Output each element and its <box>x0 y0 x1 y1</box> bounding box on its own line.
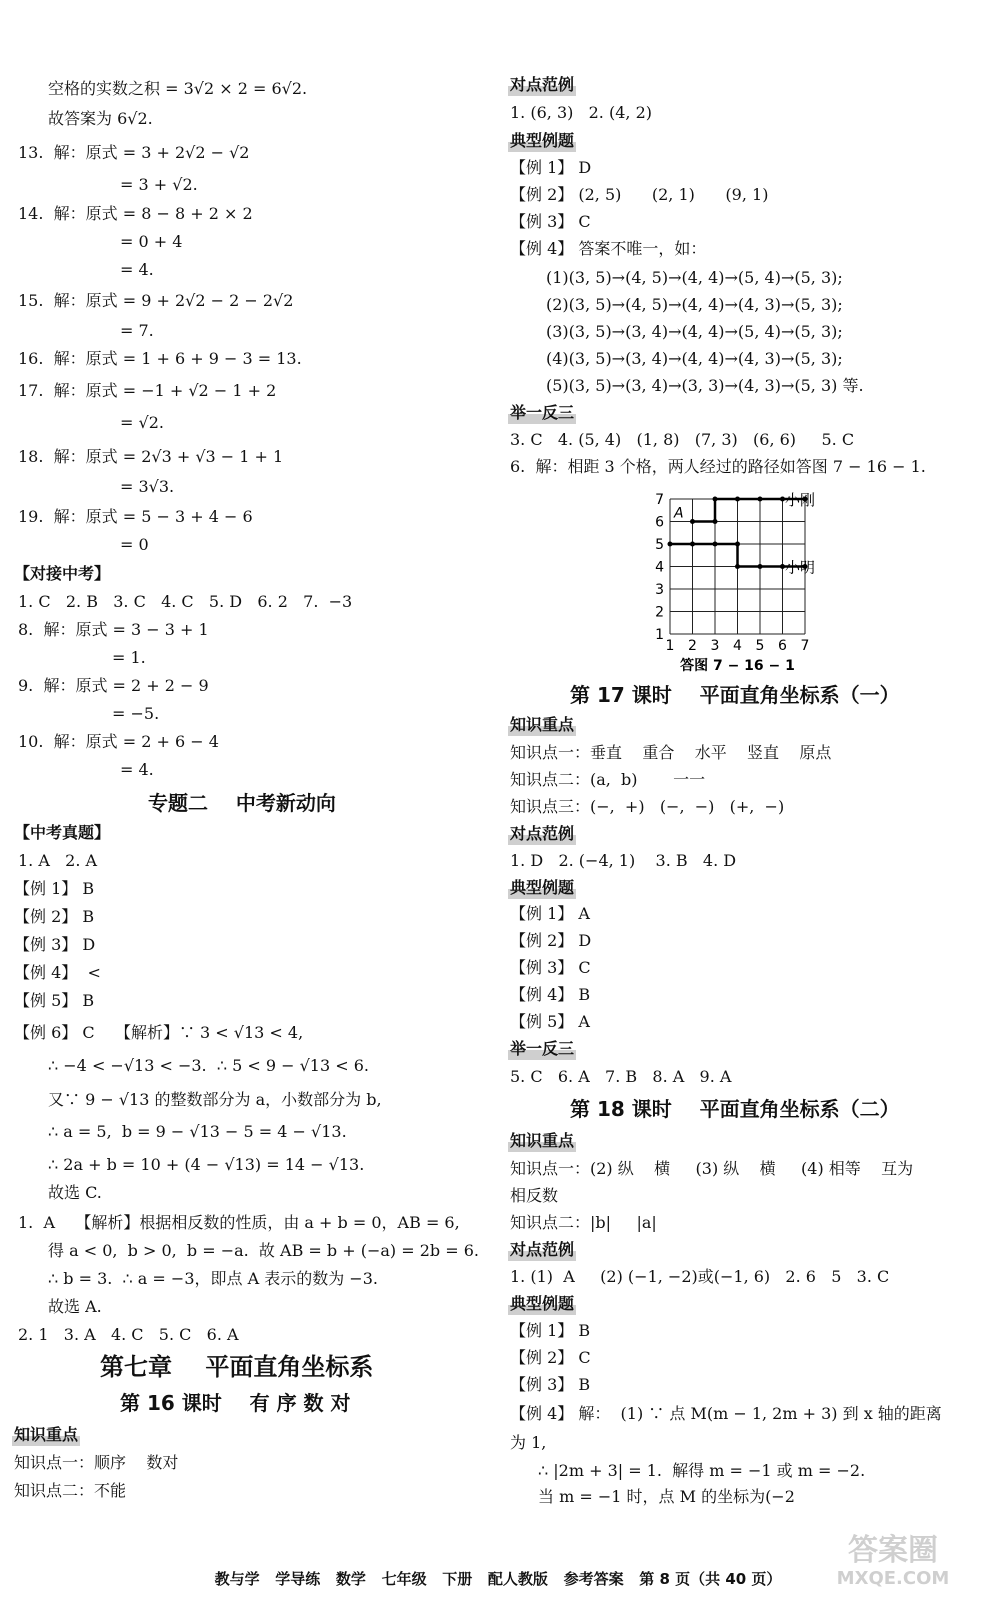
text-line: = 7. <box>120 321 154 340</box>
text-line: 【例 4】 < <box>14 963 101 982</box>
section-header: 典型例题 <box>510 131 575 150</box>
text-line: 1. D 2. (−4, 1) 3. B 4. D <box>510 851 737 870</box>
text-line: 知识点三：(−, +) (−, −) (+, −) <box>510 797 785 816</box>
section-header: 典型例题 <box>510 878 575 897</box>
figure-caption: 答图 7 − 16 − 1 <box>680 658 795 674</box>
y-tick-label: 5 <box>655 537 664 553</box>
text-line: 17. 解：原式 = −1 + √2 − 1 + 2 <box>18 381 277 400</box>
watermark-logo-url: MXQE.COM <box>836 1568 950 1589</box>
y-tick-label: 3 <box>655 582 664 598</box>
text-line: (3)(3, 5)→(3, 4)→(4, 4)→(5, 4)→(5, 3); <box>546 322 843 341</box>
text-line: 1. (1) A (2) (−1, −2)或(−1, 6) 2. 6 5 3. C <box>510 1267 890 1286</box>
text-line: 1. C 2. B 3. C 4. C 5. D 6. 2 7. −3 <box>18 592 353 611</box>
text-line: = 1. <box>112 648 146 667</box>
text-line: 得 a < 0, b > 0, b = −a. 故 AB = b + (−a) = 2b = 6. <box>48 1241 479 1260</box>
path-point <box>713 519 718 524</box>
text-line: 故选 A. <box>48 1297 102 1316</box>
text-line: 故答案为 6√2. <box>48 109 153 128</box>
x-tick-label: 4 <box>733 638 742 654</box>
series-label-xiaogang: 小刚 <box>785 491 816 509</box>
text-line: 【例 3】 C <box>510 212 591 231</box>
text-line: ∴ 2a + b = 10 + (4 − √13) = 14 − √13. <box>48 1155 365 1174</box>
text-line: 知识点一：垂直 重合 水平 竖直 原点 <box>510 743 832 762</box>
path-point <box>690 519 695 524</box>
y-tick-label: 1 <box>655 627 664 643</box>
text-line: 8. 解：原式 = 3 − 3 + 1 <box>18 620 209 639</box>
text-line: ∴ |2m + 3| = 1. 解得 m = −1 或 m = −2. <box>538 1461 866 1480</box>
text-line: = −5. <box>112 704 160 723</box>
text-line: 3. C 4. (5, 4) (1, 8) (7, 3) (6, 6) 5. C <box>510 430 855 449</box>
text-line: 【例 2】 D <box>510 931 592 950</box>
chapter-title: 第七章 平面直角坐标系 <box>100 1353 374 1381</box>
section-header: 知识重点 <box>510 715 575 734</box>
x-tick-label: 5 <box>755 638 765 654</box>
text-line: 又∵ 9 − √13 的整数部分为 a，小数部分为 b, <box>48 1090 382 1109</box>
text-line: 16. 解：原式 = 1 + 6 + 9 − 3 = 13. <box>18 349 302 368</box>
text-line: 【例 2】 B <box>14 907 95 926</box>
text-line: 【例 3】 B <box>510 1375 591 1394</box>
path-point <box>713 542 718 547</box>
path-point <box>735 542 740 547</box>
y-tick-label: 6 <box>655 514 664 531</box>
text-line: 15. 解：原式 = 9 + 2√2 − 2 − 2√2 <box>18 291 294 310</box>
text-line: 当 m = −1 时，点 M 的坐标为(−2 <box>538 1487 795 1506</box>
text-line: 6. 解：相距 3 个格，两人经过的路径如答图 7 − 16 − 1. <box>510 457 926 476</box>
text-line: 知识点一：顺序 数对 <box>14 1453 179 1472</box>
watermark-logo-text: 答案圈 <box>848 1533 938 1568</box>
point-a-label: A <box>674 505 684 522</box>
text-line: (1)(3, 5)→(4, 5)→(4, 4)→(5, 4)→(5, 3); <box>546 268 843 287</box>
text-line: = 0 <box>120 535 149 554</box>
text-line: 【例 2】 C <box>510 1348 591 1367</box>
text-line: = √2. <box>120 413 164 432</box>
text-line: 【例 3】 D <box>14 935 96 954</box>
section-header: 对点范例 <box>510 824 575 843</box>
text-line: = 3 + √2. <box>120 175 198 194</box>
text-line: 故选 C. <box>48 1183 102 1202</box>
topic-title: 专题二 中考新动向 <box>148 791 336 815</box>
x-tick-label: 3 <box>710 638 720 654</box>
text-line: = 4. <box>120 260 154 279</box>
text-line: 【例 1】 D <box>510 158 592 177</box>
path-point <box>758 564 763 569</box>
text-line: 1. A 2. A <box>18 851 98 870</box>
text-line: 1. A 【解析】根据相反数的性质，由 a + b = 0，AB = 6, <box>18 1213 460 1232</box>
text-line: 10. 解：原式 = 2 + 6 − 4 <box>18 732 219 751</box>
text-line: 【例 2】 (2, 5) (2, 1) (9, 1) <box>510 185 769 204</box>
text-line: 14. 解：原式 = 8 − 8 + 2 × 2 <box>18 204 253 223</box>
text-line: ∴ a = 5, b = 9 − √13 − 5 = 4 − √13. <box>48 1122 347 1141</box>
text-line: 知识点二：(a, b) 一一 <box>510 770 706 789</box>
text-line: (2)(3, 5)→(4, 5)→(4, 4)→(4, 3)→(5, 3); <box>546 295 843 314</box>
path-point <box>735 564 740 569</box>
lesson-title: 第 18 课时 平面直角坐标系（二） <box>570 1097 900 1121</box>
y-tick-label: 2 <box>655 604 664 621</box>
text-line: (5)(3, 5)→(3, 4)→(3, 3)→(4, 3)→(5, 3) 等. <box>546 376 864 395</box>
series-label-xiaoming: 小明 <box>785 558 816 577</box>
text-line: 【例 1】 B <box>14 879 95 898</box>
lesson-title: 第 17 课时 平面直角坐标系（一） <box>570 683 900 707</box>
section-header: 典型例题 <box>510 1294 575 1313</box>
x-tick-label: 2 <box>688 638 697 654</box>
text-line: 知识点二：不能 <box>14 1481 127 1500</box>
text-line: 【例 5】 B <box>14 991 95 1010</box>
answer-grid-figure <box>640 484 980 674</box>
text-line: 【例 3】 C <box>510 958 591 977</box>
text-line: 知识点二：|b| |a| <box>510 1213 657 1232</box>
section-header: 举一反三 <box>510 403 575 422</box>
text-line: (4)(3, 5)→(3, 4)→(4, 4)→(4, 3)→(5, 3); <box>546 349 843 368</box>
section-header: 对点范例 <box>510 75 575 94</box>
path-point <box>690 542 695 547</box>
text-line: 为 1, <box>510 1433 547 1452</box>
text-line: 18. 解：原式 = 2√3 + √3 − 1 + 1 <box>18 447 284 466</box>
section-header: 知识重点 <box>510 1131 575 1150</box>
path-point <box>668 542 673 547</box>
section-header: 对点范例 <box>510 1240 575 1259</box>
text-line: 【例 4】 答案不唯一，如： <box>510 239 707 258</box>
lesson-title: 第 16 课时 有 序 数 对 <box>120 1391 351 1415</box>
text-line: 相反数 <box>510 1186 559 1205</box>
text-line: 空格的实数之积 = 3√2 × 2 = 6√2. <box>48 79 308 98</box>
text-line: 5. C 6. A 7. B 8. A 9. A <box>510 1067 732 1086</box>
y-tick-label: 4 <box>655 559 664 576</box>
section-label: 【中考真题】 <box>14 823 111 842</box>
text-line: 【例 1】 A <box>510 904 590 923</box>
text-line: 【例 4】 B <box>510 985 591 1004</box>
x-tick-label: 1 <box>665 638 675 654</box>
text-line: 【例 1】 B <box>510 1321 591 1340</box>
right-column <box>500 0 990 1540</box>
text-line: = 4. <box>120 760 154 779</box>
text-line: 【例 4】 解： (1) ∵ 点 M(m − 1, 2m + 3) 到 x 轴的距离 <box>510 1404 942 1423</box>
section-header: 知识重点 <box>14 1425 79 1444</box>
path-point <box>735 497 740 502</box>
section-label: 【对接中考】 <box>14 564 111 583</box>
left-column <box>0 0 490 1540</box>
text-line: 【例 6】 C 【解析】∵ 3 < √13 < 4, <box>14 1023 304 1042</box>
page-footer: 教与学 学导练 数学 七年级 下册 配人教版 参考答案 第 8 页（共 40 页） <box>214 1570 782 1588</box>
text-line: 1. (6, 3) 2. (4, 2) <box>510 103 652 122</box>
text-line: = 3√3. <box>120 477 175 496</box>
section-header: 举一反三 <box>510 1039 575 1058</box>
path-point <box>758 497 763 502</box>
text-line: 19. 解：原式 = 5 − 3 + 4 − 6 <box>18 507 253 526</box>
text-line: = 0 + 4 <box>120 232 183 251</box>
text-line: 【例 5】 A <box>510 1012 590 1031</box>
y-tick-label: 7 <box>655 492 664 508</box>
text-line: ∴ −4 < −√13 < −3. ∴ 5 < 9 − √13 < 6. <box>48 1056 369 1075</box>
text-line: 知识点一：(2) 纵 横 (3) 纵 横 (4) 相等 互为 <box>510 1159 914 1178</box>
x-tick-label: 6 <box>778 638 787 654</box>
text-line: 2. 1 3. A 4. C 5. C 6. A <box>18 1325 239 1344</box>
path-point <box>713 497 718 502</box>
text-line: ∴ b = 3. ∴ a = −3，即点 A 表示的数为 −3. <box>48 1269 378 1288</box>
text-line: 13. 解：原式 = 3 + 2√2 − √2 <box>18 143 250 162</box>
text-line: 9. 解：原式 = 2 + 2 − 9 <box>18 676 209 695</box>
x-tick-label: 7 <box>800 638 810 654</box>
